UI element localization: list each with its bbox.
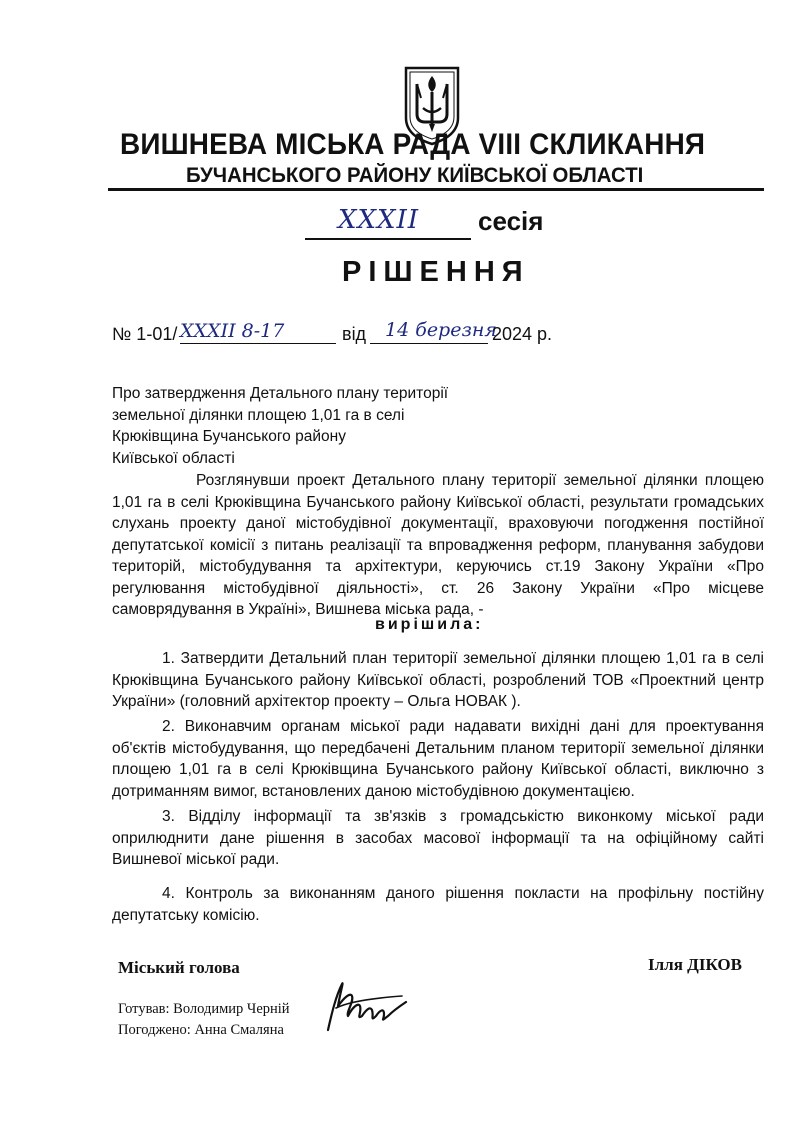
decision-item-3: 3. Відділу інформації та зв'язків з громадськістю виконкому міської ради оприлюднити дане рішення в засобах масової інформації та на офіційному сайті Вишневої міської ради. (112, 808, 764, 868)
council-title: ВИШНЕВА МІСЬКА РАДА VIII СКЛИКАННЯ (120, 128, 706, 161)
council-subtitle: БУЧАНСЬКОГО РАЙОНУ КИЇВСЬКОЇ ОБЛАСТІ (186, 164, 644, 187)
subject-line: Про затвердження Детального плану території (112, 385, 449, 402)
decision-date-value: 14 березня (385, 319, 497, 341)
document-type-title: РІШЕННЯ (342, 256, 530, 288)
decision-item-2: 2. Виконавчим органам міської ради надавати вихідні дані для проектування об'єктів містобудування, що передбачені Детальним планом території земельної ділянки площею 1,01 га в селі Крюківщина Бучанського району Київської області, виключно з дотриманням вимог, встановлених даною містобудівною документацією. (112, 718, 764, 800)
session-number: XXXII (338, 205, 420, 235)
decision-number-prefix: № 1-01/ (112, 324, 178, 344)
subject-line: Київської області (112, 449, 235, 467)
handwritten-signature-icon (318, 972, 410, 1038)
decision-number-underline (180, 343, 336, 344)
session-underline (305, 238, 471, 240)
decision-item-1: 1. Затвердити Детальний план території земельної ділянки площею 1,01 га в селі Крюківщина Бучанського району Київської області, розроблений ТОВ «Проектний центр України» (головний архітектор проекту – Ольга НОВАК ). (112, 650, 764, 710)
prepared-by: Готував: Володимир Черній (118, 1001, 290, 1017)
preamble-paragraph: Розглянувши проект Детального плану території земельної ділянки площею 1,01 га в селі Крюківщина Бучанського району Київської області, результати громадських слухань проекту даної містобудівної документації, враховуючи погодження постійної депутатської комісії з питань реалізації та впровадження реформ, планування забудови територій, містобудування та архітектури, керуючись ст.19 Закону України «Про регулювання містобудівної діяльності», ст. 26 Закону України «Про місцеве самоврядування в Україні», Вишнева міська рада, - (112, 472, 764, 618)
session-label: сесія (478, 206, 544, 236)
agreed-by: Погоджено: Анна Смаляна (118, 1022, 284, 1038)
decision-year: 2024 р. (492, 324, 553, 344)
decision-item-4: 4. Контроль за виконанням даного рішення покласти на профільну постійну депутатську комісію. (112, 885, 764, 924)
decided-heading: вирішила: (375, 616, 484, 633)
signatory-title: Міський голова (118, 958, 240, 977)
signatory-name: Ілля ДІКОВ (648, 955, 742, 974)
date-label: від (342, 324, 367, 344)
decision-number-value: XXXII 8-17 (180, 320, 285, 342)
decision-subject (112, 383, 512, 469)
subject-line: земельної ділянки площею 1,01 га в селі (112, 406, 405, 424)
decision-date-underline (370, 343, 488, 344)
header-divider (108, 188, 764, 191)
subject-line: Крюківщина Бучанського району (112, 428, 346, 445)
